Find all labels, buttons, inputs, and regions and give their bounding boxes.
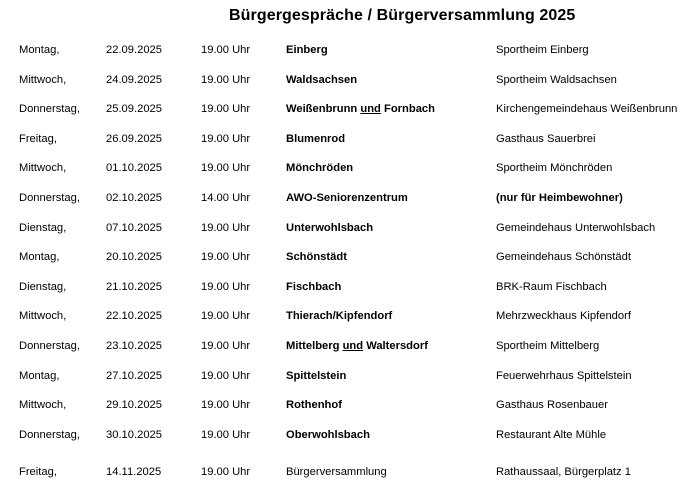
row-venue: Sportheim Einberg [496, 44, 589, 56]
row-time: 19.00 Uhr [201, 466, 251, 479]
row-venue: Gasthaus Rosenbauer [496, 399, 608, 412]
row-venue: Sportheim Waldsachsen [496, 73, 617, 86]
row-place: AWO-Seniorenzentrum [286, 191, 408, 204]
row-time: 19.00 Uhr [201, 310, 251, 323]
schedule-row [0, 248, 700, 278]
row-time: 19.00 Uhr [201, 73, 251, 86]
schedule-row [0, 337, 700, 367]
row-day: Donnerstag, [19, 428, 80, 441]
schedule-row [0, 100, 700, 130]
row-venue: (nur für Heimbewohner) [496, 191, 623, 204]
schedule-row [0, 219, 700, 249]
row-time: 19.00 Uhr [201, 132, 251, 145]
row-place: Waldsachsen [286, 73, 358, 86]
schedule-row [0, 278, 700, 308]
row-date: 25.09.2025 [106, 103, 162, 116]
row-place: Spittelstein [286, 369, 347, 382]
row-day: Freitag, [19, 132, 57, 145]
row-day: Freitag, [19, 466, 57, 479]
row-venue: Kirchengemeindehaus Weißenbrunn [496, 103, 678, 116]
row-date: 07.10.2025 [106, 221, 162, 234]
schedule-row [0, 307, 700, 337]
row-place: Einberg [286, 44, 328, 56]
row-day: Montag, [19, 44, 60, 56]
place-part: Fornbach [384, 103, 435, 116]
place-part: Weißenbrunn [286, 103, 358, 116]
row-place: Thierach/Kipfendorf [286, 310, 393, 323]
row-place: Unterwohlsbach [286, 221, 374, 234]
row-venue: Restaurant Alte Mühle [496, 428, 607, 441]
row-venue: Sportheim Mittelberg [496, 339, 600, 352]
row-date: 22.09.2025 [106, 44, 162, 56]
row-day: Donnerstag, [19, 103, 80, 116]
row-date: 23.10.2025 [106, 339, 162, 352]
row-time: 19.00 Uhr [201, 44, 251, 56]
place-conjunction: und [360, 103, 381, 116]
row-date: 30.10.2025 [106, 428, 162, 441]
row-time: 19.00 Uhr [201, 399, 251, 412]
row-place: Rothenhof [286, 399, 342, 412]
row-day: Montag, [19, 251, 60, 264]
row-date: 14.11.2025 [106, 466, 162, 479]
row-day: Donnerstag, [19, 191, 80, 204]
row-date: 21.10.2025 [106, 280, 162, 293]
row-date: 01.10.2025 [106, 162, 162, 175]
row-day: Mittwoch, [19, 399, 67, 412]
row-place: Fischbach [286, 280, 342, 293]
place-part: Waltersdorf [366, 339, 428, 352]
row-day: Mittwoch, [19, 162, 67, 175]
schedule-row [0, 189, 700, 219]
row-venue: Mehrzweckhaus Kipfendorf [496, 310, 631, 323]
row-day: Dienstag, [19, 221, 67, 234]
row-time: 19.00 Uhr [201, 339, 251, 352]
row-place [286, 337, 428, 355]
row-date: 26.09.2025 [106, 132, 162, 145]
schedule-row [0, 71, 700, 101]
place-part: Mittelberg [286, 339, 340, 352]
row-day: Mittwoch, [19, 73, 67, 86]
row-day: Mittwoch, [19, 310, 67, 323]
row-venue: Gemeindehaus Unterwohlsbach [496, 221, 656, 234]
row-place: Oberwohlsbach [286, 428, 370, 441]
row-time: 19.00 Uhr [201, 280, 251, 293]
row-date: 29.10.2025 [106, 399, 162, 412]
schedule-row [0, 396, 700, 426]
row-venue: Feuerwehrhaus Spittelstein [496, 369, 632, 382]
row-time: 14.00 Uhr [201, 191, 251, 204]
row-time: 19.00 Uhr [201, 251, 251, 264]
schedule-row [0, 41, 700, 71]
row-day: Donnerstag, [19, 339, 80, 352]
row-date: 24.09.2025 [106, 73, 162, 86]
place-conjunction: und [342, 339, 364, 352]
row-date: 27.10.2025 [106, 369, 162, 382]
schedule-row [0, 367, 700, 397]
row-place: Blumenrod [286, 132, 346, 145]
schedule-row [0, 130, 700, 160]
row-day: Montag, [19, 369, 60, 382]
row-venue: Sportheim Mönchröden [496, 162, 613, 175]
row-place: Bürgerversammlung [286, 466, 387, 479]
row-time: 19.00 Uhr [201, 428, 251, 441]
row-date: 22.10.2025 [106, 310, 162, 323]
row-place: Schönstädt [286, 251, 347, 264]
row-venue: BRK-Raum Fischbach [496, 280, 607, 293]
row-venue: Rathaussaal, Bürgerplatz 1 [496, 466, 631, 479]
row-time: 19.00 Uhr [201, 369, 251, 382]
schedule-row [0, 426, 700, 456]
page-title: Bürgergespräche / Bürgerversammlung 2025 [229, 7, 576, 24]
row-day: Dienstag, [19, 280, 67, 293]
row-place [286, 100, 435, 118]
row-venue: Gasthaus Sauerbrei [496, 132, 596, 145]
row-place: Mönchröden [286, 162, 354, 175]
row-time: 19.00 Uhr [201, 103, 251, 116]
row-time: 19.00 Uhr [201, 162, 251, 175]
schedule-row [0, 159, 700, 189]
schedule-row [0, 463, 700, 493]
row-time: 19.00 Uhr [201, 221, 251, 234]
schedule-list [0, 41, 700, 493]
row-venue: Gemeindehaus Schönstädt [496, 251, 631, 264]
row-date: 02.10.2025 [106, 191, 162, 204]
row-date: 20.10.2025 [106, 251, 162, 264]
